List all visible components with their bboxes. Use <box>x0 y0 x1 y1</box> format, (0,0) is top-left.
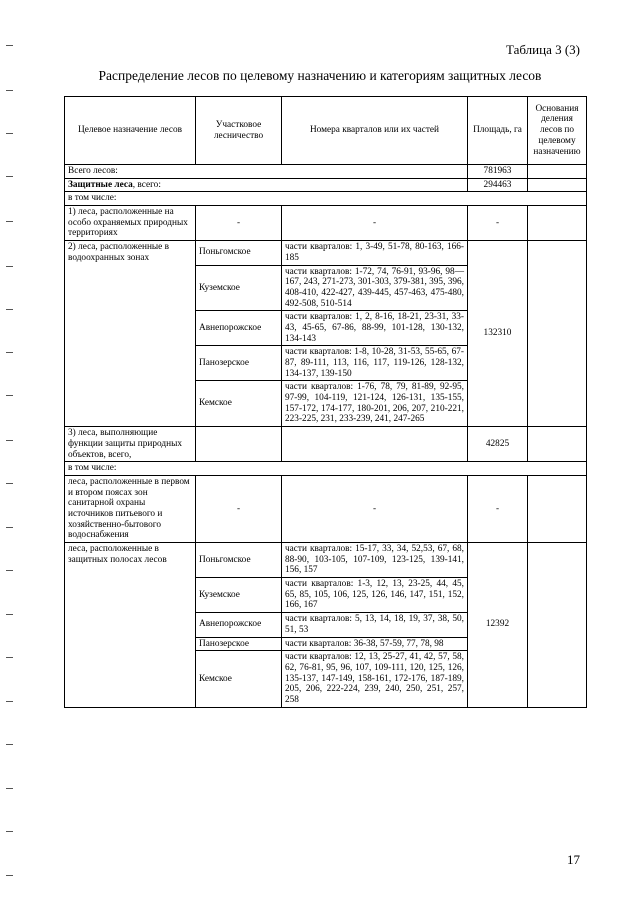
row5-district: Поньгомское <box>196 543 282 578</box>
total-forests-area: 781963 <box>468 165 528 179</box>
forest-distribution-table <box>64 96 587 708</box>
page-number: 17 <box>567 852 580 867</box>
row2-label: 2) леса, расположенные в водоохранных зонах <box>65 241 196 427</box>
empty-cell <box>528 165 587 179</box>
edge-mark <box>6 831 13 832</box>
table-row-protected-areas <box>65 206 587 241</box>
protective-label-rest: , всего: <box>132 179 161 190</box>
edge-mark <box>6 527 13 528</box>
row4-area: - <box>468 475 528 542</box>
edge-mark <box>6 266 13 267</box>
row4-quarters: - <box>282 475 468 542</box>
total-forests-label: Всего лесов: <box>65 165 468 179</box>
row2-quarters: части кварталов: 1, 3-49, 51-78, 80-163, 166-185 <box>282 241 468 265</box>
row1-district: - <box>196 206 282 241</box>
row2-quarters: части кварталов: 1-76, 78, 79, 81-89, 92-95, 97-99, 104-119, 121-124, 126-131, 135-155, 157-172, 174-177, 180-201, 206, 207, 210-221, 223-225, 231, 233-239, 241, 247-265 <box>282 381 468 427</box>
row5-quarters: части кварталов: 36-38, 57-59, 77, 78, 98 <box>282 637 468 651</box>
protective-forests-label <box>65 178 468 192</box>
edge-mark <box>6 701 13 702</box>
protective-forests-area: 294463 <box>468 178 528 192</box>
header-purpose: Целевое назначение лесов <box>65 97 196 165</box>
table-row-including <box>65 192 587 206</box>
table-row-water-protection <box>65 241 587 265</box>
edge-mark <box>6 221 13 222</box>
empty-cell <box>528 241 587 427</box>
table-row-sanitary-zones <box>65 475 587 542</box>
table-row-total <box>65 165 587 179</box>
row2-area: 132310 <box>468 241 528 427</box>
row1-label: 1) леса, расположенные на особо охраняемых природных территориях <box>65 206 196 241</box>
header-basis: Основания деления лесов по целевому назначению <box>528 97 587 165</box>
row3-label: 3) леса, выполняющие функции защиты природных объектов, всего, <box>65 427 196 462</box>
edge-mark <box>6 309 13 310</box>
table-row-protective-strips <box>65 543 587 578</box>
empty-cell <box>528 178 587 192</box>
row5-district: Кемское <box>196 651 282 707</box>
row1-area: - <box>468 206 528 241</box>
table-row-protective <box>65 178 587 192</box>
row2-district: Куземское <box>196 265 282 311</box>
edge-mark <box>6 788 13 789</box>
edge-mark <box>6 352 13 353</box>
document-title: Распределение лесов по целевому назначению и категориям защитных лесов <box>98 68 542 83</box>
edge-mark <box>6 744 13 745</box>
row2-quarters: части кварталов: 1, 2, 8-16, 18-21, 23-31, 33-43, 45-65, 67-86, 88-99, 101-128, 130-132, 134-143 <box>282 311 468 346</box>
binding-edge-marks <box>0 0 14 905</box>
empty-cell <box>282 427 468 462</box>
edge-mark <box>6 614 13 615</box>
empty-cell <box>528 543 587 708</box>
empty-cell <box>528 206 587 241</box>
row5-district: Куземское <box>196 578 282 613</box>
row2-quarters: части кварталов: 1-72, 74, 76-91, 93-96, 98—167, 243, 271-273, 301-303, 379-381, 395, 396, 408-410, 422-427, 439-445, 457-463, 475-480, 492-508, 510-514 <box>282 265 468 311</box>
including-label: в том числе: <box>65 462 587 476</box>
edge-mark <box>6 395 13 396</box>
row5-label: леса, расположенные в защитных полосах лесов <box>65 543 196 708</box>
edge-mark <box>6 133 13 134</box>
row4-district: - <box>196 475 282 542</box>
edge-mark <box>6 176 13 177</box>
edge-mark <box>6 570 13 571</box>
empty-cell <box>196 427 282 462</box>
header-row <box>65 97 587 165</box>
table-row-natural-objects <box>65 427 587 462</box>
row2-quarters: части кварталов: 1-8, 10-28, 31-53, 55-65, 67-87, 89-111, 113, 116, 117, 119-126, 128-132, 134-137, 139-150 <box>282 346 468 381</box>
row3-area: 42825 <box>468 427 528 462</box>
row2-district: Кемское <box>196 381 282 427</box>
header-quarters: Номера кварталов или их частей <box>282 97 468 165</box>
row2-district: Авнепорожское <box>196 311 282 346</box>
empty-cell <box>528 475 587 542</box>
row5-quarters: части кварталов: 15-17, 33, 34, 52,53, 67, 68, 88-90, 103-105, 107-109, 123-125, 139-141, 156, 157 <box>282 543 468 578</box>
including-label: в том числе: <box>65 192 587 206</box>
edge-mark <box>6 483 13 484</box>
edge-mark <box>6 90 13 91</box>
edge-mark <box>6 440 13 441</box>
protective-label-bold: Защитные леса <box>68 179 133 190</box>
row4-label: леса, расположенные в первом и втором поясах зон санитарной охраны источников питьевого и хозяйственно-бытового водоснабжения <box>65 475 196 542</box>
row2-district: Поньгомское <box>196 241 282 265</box>
row5-district: Авнепорожское <box>196 613 282 637</box>
row5-area: 12392 <box>468 543 528 708</box>
row5-district: Панозерское <box>196 637 282 651</box>
row1-quarters: - <box>282 206 468 241</box>
row5-quarters: части кварталов: 5, 13, 14, 18, 19, 37, 38, 50, 51, 53 <box>282 613 468 637</box>
edge-mark <box>6 875 13 876</box>
row5-quarters: части кварталов: 1-3, 12, 13, 23-25, 44, 45, 65, 85, 105, 106, 125, 126, 146, 147, 151, 152, 166, 167 <box>282 578 468 613</box>
edge-mark <box>6 45 13 46</box>
edge-mark <box>6 657 13 658</box>
row5-quarters: части кварталов: 12, 13, 25-27, 41, 42, 57, 58, 62, 76-81, 95, 96, 107, 109-111, 120, 125, 126, 135-137, 147-149, 158-161, 172-176, 187-189, 205, 206, 222-224, 239, 240, 250, 251, 257, 258 <box>282 651 468 707</box>
row2-district: Панозерское <box>196 346 282 381</box>
header-district: Участковое лесничество <box>196 97 282 165</box>
table-number: Таблица 3 (3) <box>505 42 580 57</box>
table-row-including <box>65 462 587 476</box>
header-area: Площадь, га <box>468 97 528 165</box>
empty-cell <box>528 427 587 462</box>
